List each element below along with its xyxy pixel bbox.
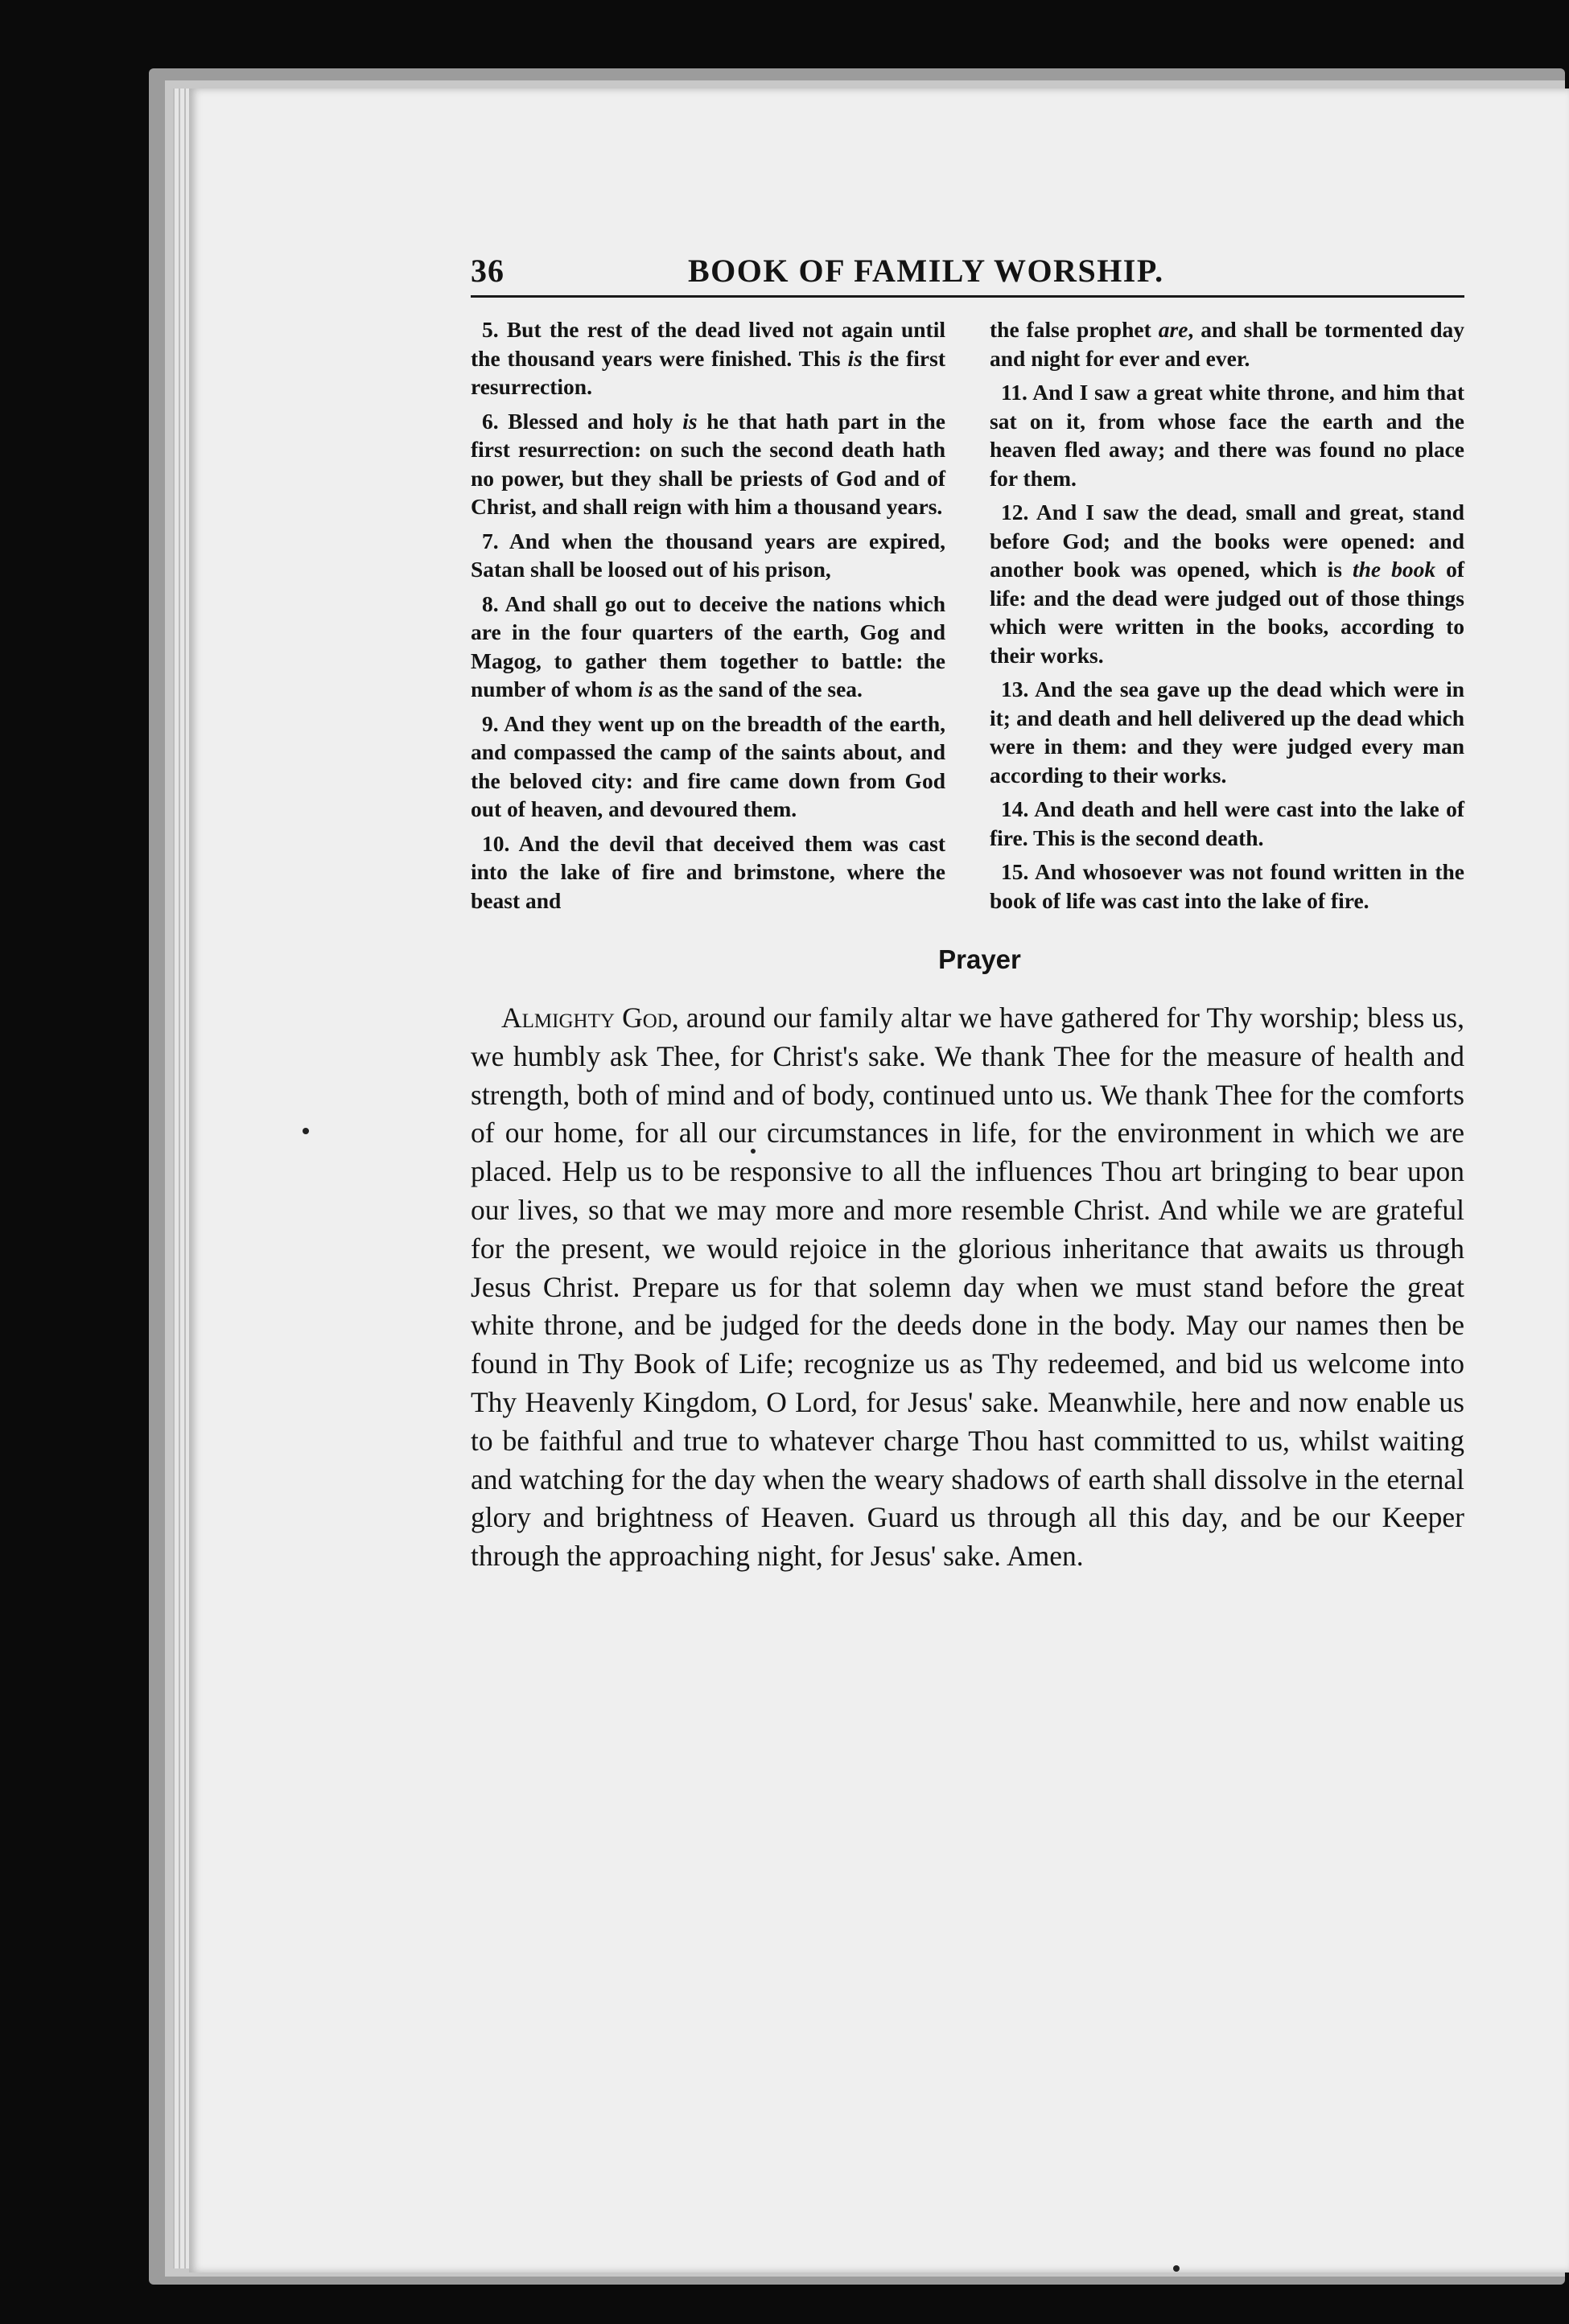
scripture-columns: [471, 315, 1464, 920]
prayer-opening: Almighty God: [501, 1002, 672, 1034]
verse-paragraph: 7. And when the thousand years are expired, Satan shall be loosed out of his prison,: [471, 528, 945, 582]
page-header: [471, 245, 1464, 298]
prayer-body: , around our family altar we have gathered for Thy worship; bless us, we humbly ask Thee, for Christ's sake. We thank Thee for the measure of health and strength, both of mind and of body, continued unto us. We thank Thee for the comforts of our home, for all our circumstances in life, for the environment in which we are placed. Help us to be responsive to all the influences Thou art bringing to bear upon our lives, so that we may more and more resemble Christ. And while we are grateful for the present, we would rejoice in the glorious inheritance that awaits us through Jesus Christ. Prepare us for that solemn day when we must stand before the great white throne, and be judged for the deeds done in the body. May our names then be found in Thy Book of Life; recognize us as Thy redeemed, and bid us welcome into Thy Heavenly Kingdom, O Lord, for Jesus' sake. Meanwhile, here and now enable us to be faithful and true to whatever charge Thou hast committed to us, whilst waiting and watching for the day when the weary shadows of earth shall dissolve in the eternal glory and brightness of Heaven. Guard us through all this day, and be our Keeper through the approaching night, for Jesus' sake. Amen.: [471, 1002, 1464, 1573]
verse-paragraph: 13. And the sea gave up the dead which were in it; and death and hell delivered up the dead which were in them: and they were judged every man according to their works.: [990, 677, 1464, 788]
verse-paragraph: 8. And shall go out to deceive the nations which are in the four quarters of the earth, Gog and Magog, to gather them together to battle: the number of whom is as the sand of the sea.: [471, 590, 945, 701]
verse-paragraph: 5. But the rest of the dead lived not again until the thousand years were finished. This is the first resurrection.: [471, 317, 945, 399]
left-column: [471, 315, 945, 920]
verse-paragraph: 10. And the devil that deceived them was cast into the lake of fire and brimstone, where the beast and: [471, 830, 945, 913]
verse-paragraph: 9. And they went up on the breadth of the earth, and compassed the camp of the saints about, and the beloved city: and fire came down from God out of heaven, and devoured them.: [471, 710, 945, 821]
verse-paragraph: 15. And whosoever was not found written in the book of life was cast into the lake of fire.: [990, 859, 1464, 913]
ink-speck: [303, 1128, 309, 1134]
prayer-heading: Prayer: [938, 944, 1021, 974]
ink-speck: [1173, 2265, 1180, 2272]
page-content: [471, 245, 1464, 1576]
verse-paragraph: 12. And I saw the dead, small and great, stand before God; and the books were opened: and another book was opened, which is the book of life: and the dead were judged out of those things which were written in the books, according to their works.: [990, 500, 1464, 668]
right-column: [990, 315, 1464, 920]
verse-paragraph: the false prophet are, and shall be tormented day and night for ever and ever.: [990, 317, 1464, 371]
prayer-text: [471, 999, 1464, 1576]
page-number: 36: [471, 253, 504, 289]
verse-paragraph: 6. Blessed and holy is he that hath part in the first resurrection: on such the second death hath no power, but they shall be priests of God and of Christ, and shall reign with him a thousand years.: [471, 408, 945, 519]
verse-paragraph: 11. And I saw a great white throne, and him that sat on it, from whose face the earth and the heaven fled away; and there was found no place for them.: [990, 380, 1464, 491]
running-title: BOOK OF FAMILY WORSHIP.: [688, 253, 1164, 289]
verse-paragraph: 14. And death and hell were cast into the lake of fire. This is the second death.: [990, 796, 1464, 850]
